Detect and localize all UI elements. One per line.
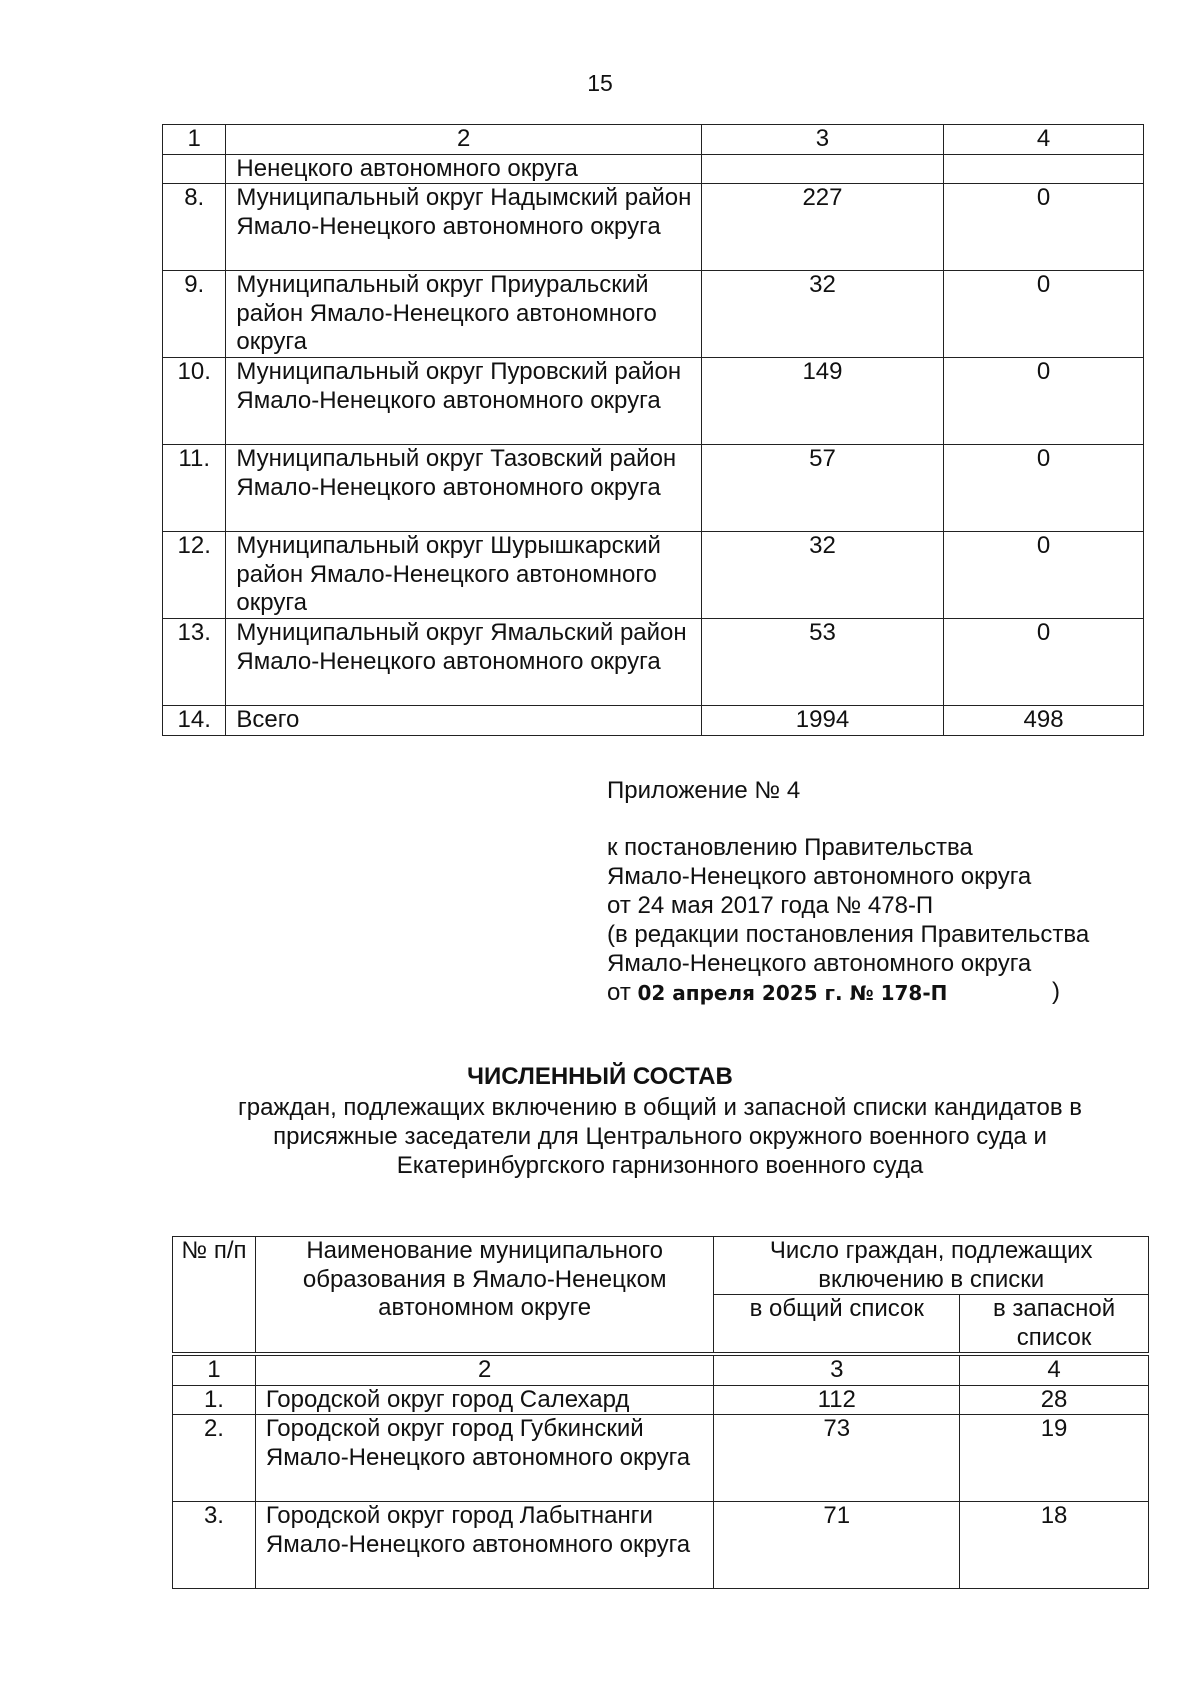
page-number: 15 [587,70,613,96]
row-number: 9. [163,271,226,358]
municipality-name: Муниципальный округ Приуральский район Ямало-Ненецкого автономного округа [226,271,701,358]
table-total-row [163,706,1144,736]
row-number: 11. [163,445,226,532]
row-number: 1. [173,1385,256,1415]
municipality-name: Всего [226,706,701,736]
document-title: ЧИСЛЕННЫЙ СОСТАВ [467,1063,733,1090]
column-number-cell: 1 [173,1356,256,1386]
municipality-name: Городской округ город Салехард [255,1385,714,1415]
general-list-count: 71 [714,1502,960,1589]
row-number [163,154,226,184]
annex-reference [607,833,1089,1008]
general-list-count: 73 [714,1415,960,1502]
row-number: 2. [173,1415,256,1502]
row-number: 14. [163,706,226,736]
reserve-list-count: 0 [944,619,1144,706]
general-list-count: 149 [701,358,943,445]
general-list-count: 112 [714,1385,960,1415]
table-row [163,271,1144,358]
reserve-list-count: 18 [960,1502,1149,1589]
column-number-cell: 1 [163,125,226,155]
table-row [163,619,1144,706]
reserve-list-count: 19 [960,1415,1149,1502]
municipality-name: Городской округ город Лабытнанги Ямало-Ненецкого автономного округа [255,1502,714,1589]
table-row [173,1415,1149,1502]
general-list-count [701,154,943,184]
column-numbers-row [173,1356,1149,1386]
column-number-cell: 4 [960,1356,1149,1386]
table-row [163,184,1144,271]
table-row [163,358,1144,445]
closing-parenthesis: ) [1052,978,1060,1005]
annex-line: Ямало-Ненецкого автономного округа [607,863,1032,890]
annex-line: Ямало-Ненецкого автономного округа [607,950,1032,977]
municipality-name: Городской округ город Губкинский Ямало-Ненецкого автономного округа [255,1415,714,1502]
municipality-name: Муниципальный округ Пуровский район Ямало-Ненецкого автономного округа [226,358,701,445]
column-number-cell: 4 [944,125,1144,155]
annex-line: от 24 мая 2017 года № 478-П [607,892,934,919]
header-count: Число граждан, подлежащих включению в списки [714,1237,1149,1295]
annex-title: Приложение № 4 [607,777,801,804]
reserve-list-count: 0 [944,358,1144,445]
header-reserve-list: в запасной список [960,1295,1149,1353]
row-number: 8. [163,184,226,271]
annex-resolution-number: 02 апреля 2025 г. № 178-П [637,981,948,1005]
general-list-count: 32 [701,532,943,619]
column-number-cell: 2 [226,125,701,155]
municipality-name: Муниципальный округ Шурышкарский район Ямало-Ненецкого автономного округа [226,532,701,619]
annex-line [607,978,1089,1008]
header-general-list: в общий список [714,1295,960,1353]
annex-line: к постановлению Правительства [607,834,973,861]
row-number: 3. [173,1502,256,1589]
header-number: № п/п [173,1237,256,1353]
general-list-count: 1994 [701,706,943,736]
document-subtitle: граждан, подлежащих включению в общий и запасной списки кандидатов в присяжные заседатели для Центрального окружного военного суда и Екатеринбургского гарнизонного военного суда [237,1094,1082,1179]
municipality-name: Ненецкого автономного округа [226,154,701,184]
column-number-cell: 3 [714,1356,960,1386]
municipality-name: Муниципальный округ Тазовский район Ямало-Ненецкого автономного округа [226,445,701,532]
annex-from-label: от [607,979,631,1006]
general-list-count: 57 [701,445,943,532]
jurors-table [172,1236,1149,1589]
reserve-list-count: 0 [944,184,1144,271]
header-municipality: Наименование муниципального образования в Ямало-Ненецком автономном округе [255,1237,714,1353]
continuation-table [162,124,1144,736]
column-number-cell: 3 [701,125,943,155]
general-list-count: 227 [701,184,943,271]
table-header-row [163,125,1144,155]
general-list-count: 32 [701,271,943,358]
reserve-list-count: 0 [944,532,1144,619]
row-number: 10. [163,358,226,445]
municipality-name: Муниципальный округ Надымский район Ямало-Ненецкого автономного округа [226,184,701,271]
table-row [163,154,1144,184]
table-header-row [173,1237,1149,1295]
column-number-cell: 2 [255,1356,714,1386]
row-number: 12. [163,532,226,619]
reserve-list-count: 0 [944,271,1144,358]
row-number: 13. [163,619,226,706]
table-row [173,1385,1149,1415]
table-row [163,445,1144,532]
table-row [173,1502,1149,1589]
table-row [163,532,1144,619]
reserve-list-count: 498 [944,706,1144,736]
reserve-list-count [944,154,1144,184]
annex-line: (в редакции постановления Правительства [607,921,1090,948]
municipality-name: Муниципальный округ Ямальский район Ямало-Ненецкого автономного округа [226,619,701,706]
reserve-list-count: 28 [960,1385,1149,1415]
general-list-count: 53 [701,619,943,706]
reserve-list-count: 0 [944,445,1144,532]
